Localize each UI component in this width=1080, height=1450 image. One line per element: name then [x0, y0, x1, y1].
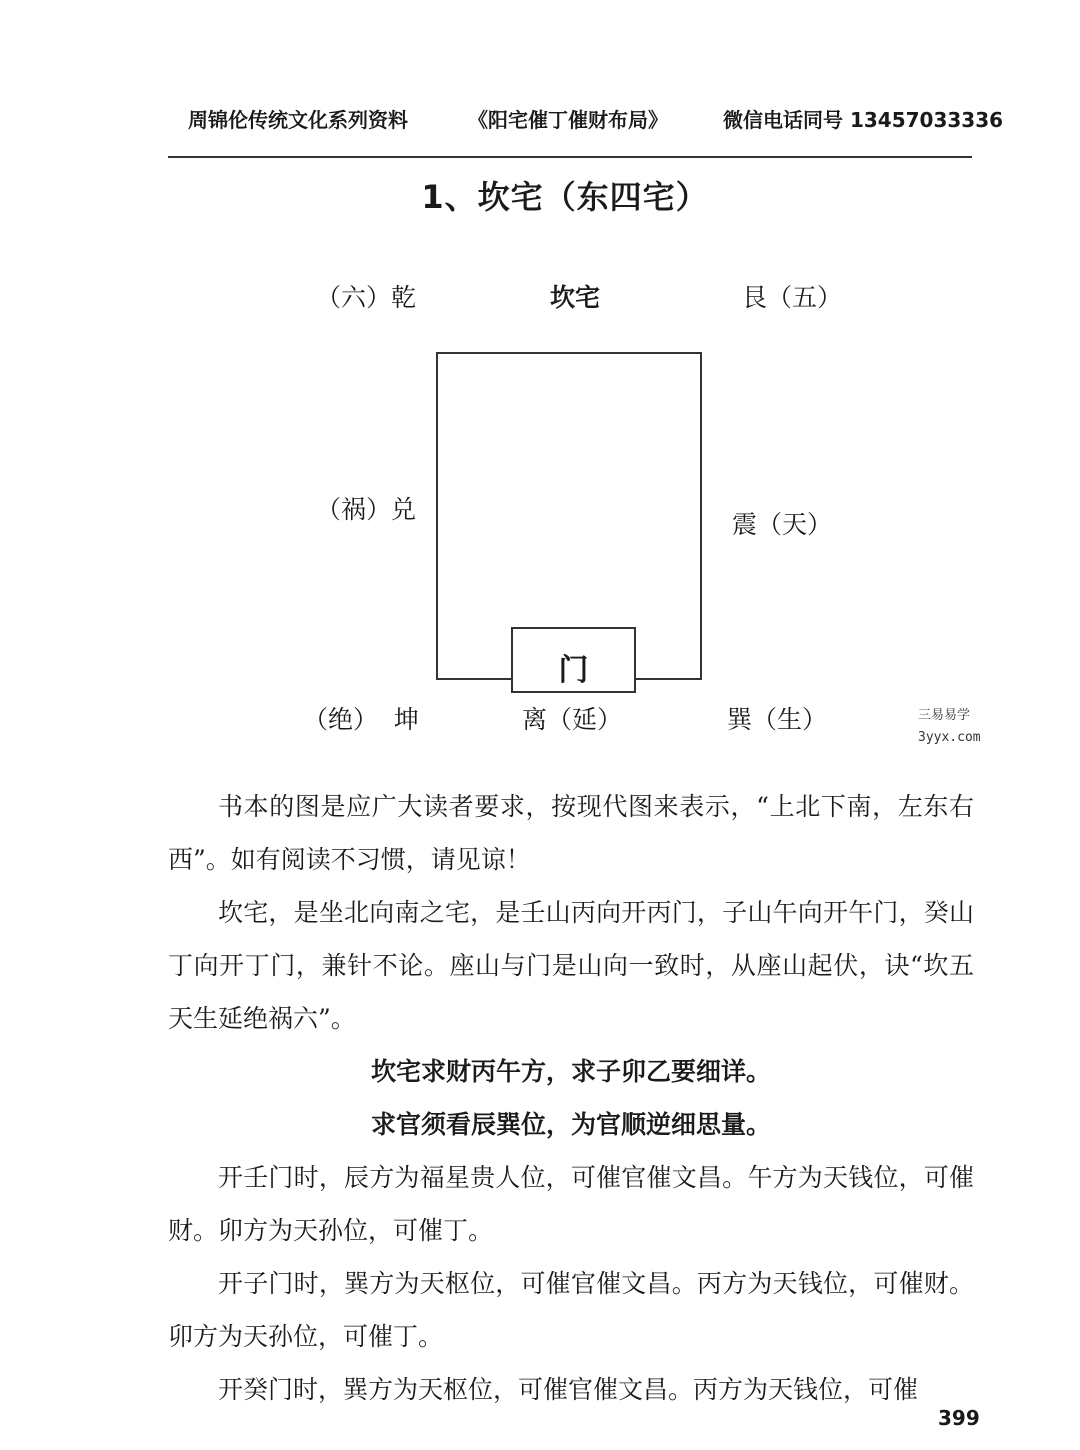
page-header — [168, 104, 1004, 136]
watermark-line-2: 3yyx.com — [918, 730, 981, 745]
verse-line-1: 坎宅求财丙午方，求子卯乙要细详。 — [370, 1057, 771, 1086]
page-number: 399 — [938, 1406, 980, 1430]
header-contact: 微信电话同号 13457033336 — [723, 108, 1004, 132]
header-divider — [168, 156, 972, 158]
paragraph-2: 坎宅，是坐北向南之宅，是壬山丙向开丙门，子山午向开午门，癸山丁向开丁门，兼针不论。座山与门是山向一致时，从座山起伏，诀“坎五天生延绝祸六”。 — [168, 898, 974, 1033]
label-qian: （六）乾 — [316, 283, 417, 312]
label-kan-house: 坎宅 — [550, 283, 601, 312]
label-li: 离（延） — [522, 705, 623, 734]
verse-line-2: 求官须看辰巽位，为官顺逆细思量。 — [370, 1110, 771, 1139]
label-zhen: 震（天） — [732, 510, 833, 539]
label-gen: 艮（五） — [742, 283, 843, 312]
body-text — [168, 780, 974, 1416]
header-book-title: 《阳宅催丁催财布局》 — [468, 108, 668, 132]
label-dui: （祸）兑 — [316, 495, 417, 524]
watermark — [918, 705, 981, 749]
watermark-line-1: 三易易学 — [918, 708, 971, 723]
label-kun: （绝） 坤 — [303, 705, 419, 734]
paragraph-1: 书本的图是应广大读者要求，按现代图来表示，“上北下南，左东右西”。如有阅读不习惯，请见谅！ — [168, 792, 974, 874]
paragraph-3: 开壬门时，辰方为福星贵人位，可催官催文昌。午方为天钱位，可催财。卯方为天孙位，可催丁。 — [168, 1163, 974, 1245]
section-title: 1、坎宅（东四宅） — [421, 178, 709, 216]
header-series-title: 周锦伦传统文化系列资料 — [188, 108, 408, 132]
paragraph-5: 开癸门时，巽方为天枢位，可催官催文昌。丙方为天钱位，可催 — [218, 1375, 919, 1404]
paragraph-4: 开子门时，巽方为天枢位，可催官催文昌。丙方为天钱位，可催财。卯方为天孙位，可催丁。 — [168, 1269, 974, 1351]
door-box: 门 — [511, 627, 636, 693]
label-xun: 巽（生） — [727, 705, 828, 734]
